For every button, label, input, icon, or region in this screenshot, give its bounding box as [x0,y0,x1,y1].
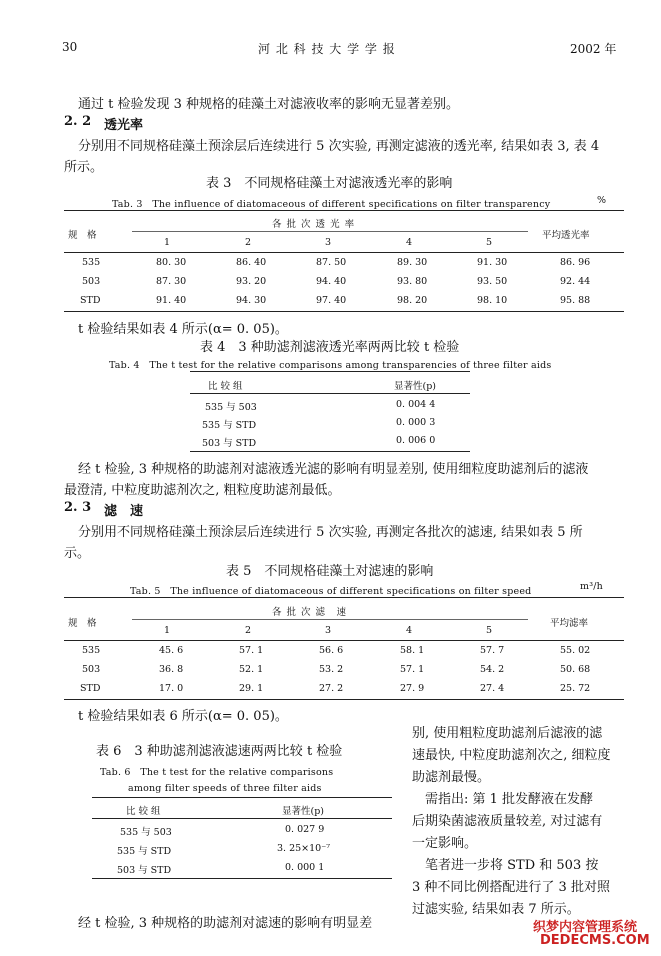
table-cell: 58. 1 [400,645,425,656]
table6-caption-en: Tab. 6 The t test for the relative comparisons [100,767,334,778]
table5-col-5: 5 [486,625,493,636]
table-row: 535 与 STD [117,846,172,857]
table5-col-4: 4 [406,625,413,636]
watermark-logo-text: 织梦内容管理系统 [533,920,638,935]
right-column-line: 一定影响。 [412,836,478,851]
table-cell: 45. 6 [159,645,184,656]
table-row: 503 [82,664,101,675]
table-cell: 57. 1 [239,645,264,656]
table-cell: 57. 1 [400,664,425,675]
table3-column-group: 各 批 次 透 光 率 [272,219,356,230]
table-cell: 87. 50 [316,257,347,268]
section-2-3-paragraph: 分别用不同规格硅藻土预涂层后连续进行 5 次实验, 再测定各批次的滤速, 结果如表 5 所 [78,525,583,540]
table-row: 535 [82,257,101,268]
page-number: 30 [62,40,78,54]
table3-bottom-rule [64,311,624,312]
table-row: 535 与 STD [202,420,257,431]
table-cell: 91. 40 [156,295,187,306]
section-2-3-paragraph-end: 示。 [64,546,91,561]
intro-paragraph: 通过 t 检验发现 3 种规格的硅藻土对滤液收率的影响无显著差别。 [78,97,460,112]
closing-paragraph: 经 t 检验, 3 种规格的助滤剂对滤速的影响有明显差 [78,916,373,931]
table-cell: 89. 30 [397,257,428,268]
table3-header-rule [64,252,624,253]
right-column-line: 笔者进一步将 STD 和 503 按 [412,858,599,873]
right-column-line: 助滤剂最慢。 [412,770,491,785]
table-cell: 27. 2 [319,683,344,694]
table3-col-3: 3 [325,237,332,248]
right-column-line: 速最快, 中粒度助滤剂次之, 细粒度 [412,748,611,763]
table-cell: 53. 2 [319,664,344,675]
table-cell: 94. 40 [316,276,347,287]
table3-col-4: 4 [406,237,413,248]
table-cell: 50. 68 [560,664,591,675]
table-cell: 25. 72 [560,683,591,694]
table-cell: 86. 96 [560,257,591,268]
table-row: 535 与 503 [205,402,257,413]
table-cell: 55. 02 [560,645,591,656]
table-row: 535 与 503 [120,827,172,838]
table3-col-1: 1 [164,237,171,248]
table-cell: 98. 20 [397,295,428,306]
table-cell: 92. 44 [560,276,591,287]
table-cell: 3. 25×10⁻⁷ [277,843,331,854]
table-cell: 91. 30 [477,257,508,268]
table-cell: 52. 1 [239,664,264,675]
section-number-2-2: 2. 2 [64,114,92,129]
table-cell: 0. 004 4 [396,399,436,410]
table6-bottom-rule [92,878,392,879]
table4-bottom-rule [190,451,470,452]
section-2-2-paragraph: 分别用不同规格硅藻土预涂层后连续进行 5 次实验, 再测定滤液的透光率, 结果如表 3, 表 4 [78,139,600,154]
table6-caption-cn: 表 6 3 种助滤剂滤液滤速两两比较 t 检验 [96,744,343,759]
table5-bottom-rule [64,699,624,700]
table5-caption-cn: 表 5 不同规格硅藻土对滤速的影响 [226,564,434,579]
table-cell: 80. 30 [156,257,187,268]
watermark-logo-url: DEDECMS.COM [540,933,650,948]
table-cell: 27. 9 [400,683,425,694]
table3-top-rule [64,210,624,211]
table-row: 535 [82,645,101,656]
table-cell: 95. 88 [560,295,591,306]
table5-col-3: 3 [325,625,332,636]
table4-col-group-header: 比 较 组 [208,381,243,392]
right-column-line: 需指出: 第 1 批发酵液在发酵 [412,792,594,807]
table4-caption-cn: 表 4 3 种助滤剂滤液透光率两两比较 t 检验 [200,340,460,355]
table-cell: 87. 30 [156,276,187,287]
table5-header-rule [64,640,624,641]
section-title-filter-speed: 滤 速 [104,504,144,519]
table-cell: 0. 000 1 [285,862,325,873]
table4-discussion-end: 最澄清, 中粒度助滤剂次之, 粗粒度助滤剂最低。 [64,483,341,498]
table-cell: 17. 0 [159,683,184,694]
table3-unit: % [597,195,607,206]
table-row: 503 与 STD [117,865,172,876]
table3-caption-en: Tab. 3 The influence of diatomaceous of different specifications on filter transparency [112,199,551,210]
table5-group-rule [132,619,528,620]
table-cell: 86. 40 [236,257,267,268]
table6-caption-en-2: among filter speeds of three filter aids [128,783,322,794]
right-column-line: 后期染菌滤液质量较差, 对过滤有 [412,814,603,829]
table-cell: 94. 30 [236,295,267,306]
table6-header-rule [92,818,392,819]
table3-group-rule [132,231,528,232]
table3-caption-cn: 表 3 不同规格硅藻土对滤液透光率的影响 [206,176,453,191]
table-row: STD [80,683,101,694]
table5-top-rule [64,597,624,598]
table6-intro: t 检验结果如表 6 所示(α= 0. 05)。 [78,709,288,724]
table4-intro: t 检验结果如表 4 所示(α= 0. 05)。 [78,322,288,337]
table4-discussion: 经 t 检验, 3 种规格的助滤剂对滤液透光滤的影响有明显差别, 使用细粒度助滤剂后的滤液 [78,462,589,477]
table3-avg-header: 平均透光率 [542,230,590,241]
table-cell: 56. 6 [319,645,344,656]
table-row: 503 [82,276,101,287]
table-cell: 57. 7 [480,645,505,656]
table4-col-p-header: 显著性(p) [394,381,436,392]
table-row: STD [80,295,101,306]
journal-title: 河 北 科 技 大 学 学 报 [258,42,396,56]
table-cell: 54. 2 [480,664,505,675]
table-cell: 0. 006 0 [396,435,436,446]
table5-row-header: 规 格 [68,618,97,629]
table4-caption-en: Tab. 4 The t test for the relative comparisons among transparencies of three filter aids [109,360,552,371]
table6-top-rule [92,797,392,798]
table5-column-group: 各 批 次 滤 速 [272,607,348,618]
table-cell: 93. 50 [477,276,508,287]
table-cell: 27. 4 [480,683,505,694]
table-cell: 93. 20 [236,276,267,287]
section-number-2-3: 2. 3 [64,500,92,515]
table-cell: 36. 8 [159,664,184,675]
table-cell: 97. 40 [316,295,347,306]
table-cell: 29. 1 [239,683,264,694]
table5-col-1: 1 [164,625,171,636]
section-title-transmittance: 透光率 [104,118,144,133]
table5-caption-en: Tab. 5 The influence of diatomaceous of different specifications on filter speed [130,586,532,597]
table-cell: 93. 80 [397,276,428,287]
table4-top-rule [190,371,470,372]
table5-col-2: 2 [245,625,252,636]
table5-unit: m³/h [580,581,603,592]
table5-avg-header: 平均滤率 [550,618,589,629]
section-2-2-paragraph-end: 所示。 [64,160,104,175]
table4-header-rule [190,393,470,394]
right-column-line: 过滤实验, 结果如表 7 所示。 [412,902,580,917]
table-cell: 0. 027 9 [285,824,325,835]
table6-col-group-header: 比 较 组 [126,806,161,817]
right-column-line: 3 种不同比例搭配进行了 3 批对照 [412,880,610,895]
right-column-line: 别, 使用粗粒度助滤剂后滤液的滤 [412,726,603,741]
table3-col-5: 5 [486,237,493,248]
header-year: 2002 年 [570,42,617,56]
table6-col-p-header: 显著性(p) [282,806,324,817]
table-cell: 0. 000 3 [396,417,436,428]
table-cell: 98. 10 [477,295,508,306]
table3-col-2: 2 [245,237,252,248]
table3-row-header: 规 格 [68,230,97,241]
table-row: 503 与 STD [202,438,257,449]
